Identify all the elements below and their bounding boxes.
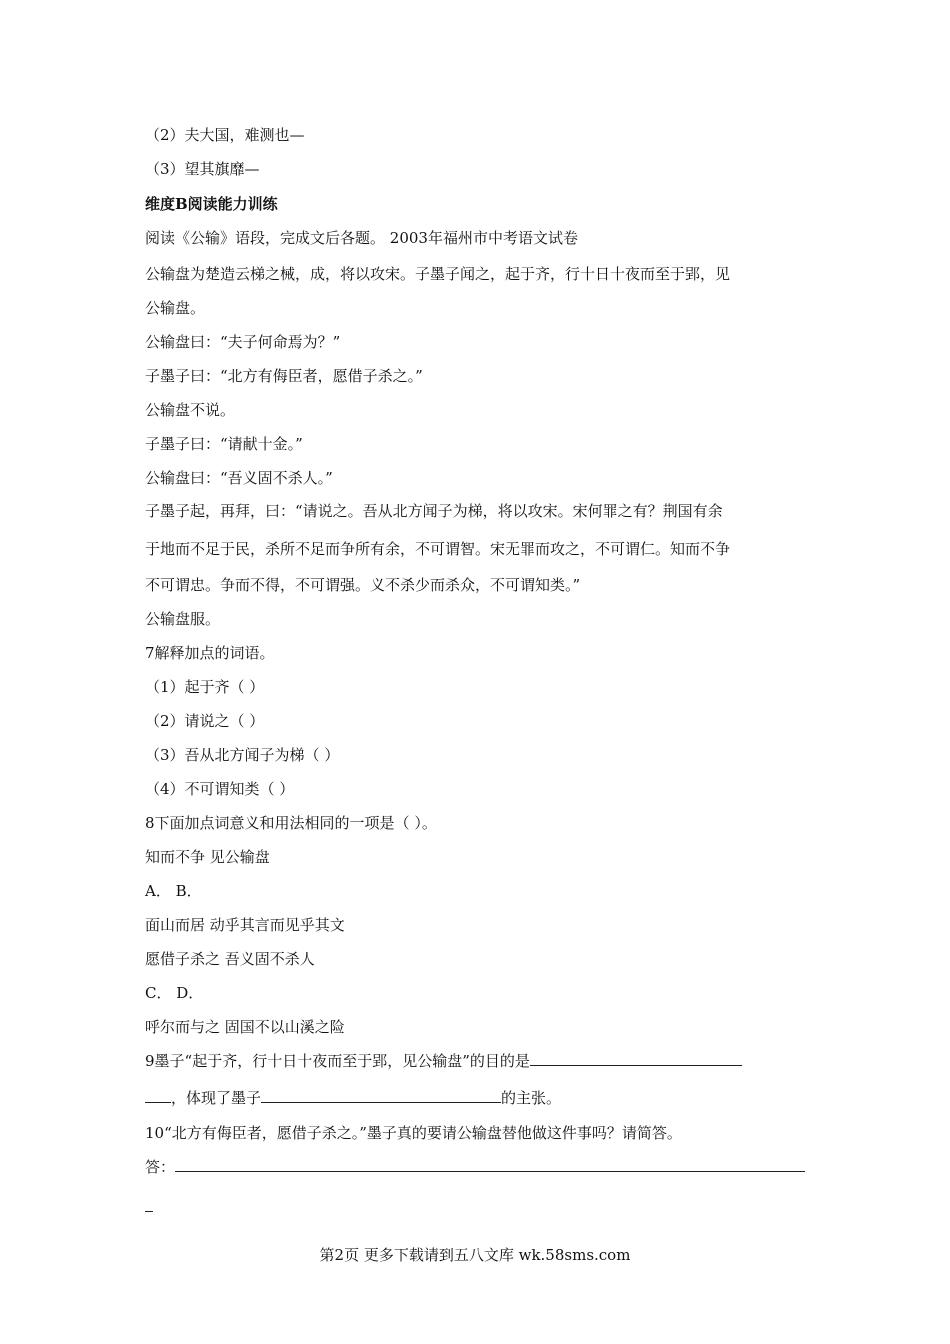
passage-paragraph-2-line-1: 子墨子起，再拜，曰：“请说之。吾从北方闻子为梯，将以攻宋。宋何罪之有？荆国有余 [145,502,723,520]
question-7-item-3: （3）吾从北方闻子为梯（ ） [145,746,340,764]
page-footer: 第2页 更多下载请到五八文库 wk.58sms.com [319,1246,631,1264]
answer-blank-9c[interactable] [261,1087,501,1103]
answer-blank-9a[interactable] [530,1050,742,1066]
passage-paragraph-1-line-1: 公输盘为楚造云梯之械，成，将以攻宋。子墨子闻之，起于齐，行十日十夜而至于郢，见 [145,265,731,283]
question-9-line-1 [145,1050,742,1072]
answer-blank-10-tail[interactable] [145,1196,153,1212]
passage-paragraph-2-line-2: 于地而不足于民，杀所不足而争所有余，不可谓智。宋无罪而攻之，不可谓仁。知而不争 [145,540,731,558]
question-10: 10“北方有侮臣者，愿借子杀之。”墨子真的要请公输盘替他做这件事吗？请简答。 [145,1124,682,1142]
section-heading: 维度B阅读能力训练 [145,195,278,213]
question-7: 7解释加点的词语。 [145,644,275,662]
question-8: 8下面加点词意义和用法相同的一项是（ ）。 [145,814,437,832]
answer-label: 答： [145,1158,176,1176]
dialogue-line-5: 公输盘曰：“吾义固不杀人。” [145,469,333,487]
answer-blank-10-overflow [145,1196,153,1218]
dialogue-line-1: 公输盘曰：“夫子何命焉为？” [145,333,341,351]
question-7-item-4: （4）不可谓知类（ ） [145,780,295,798]
question-8-row-4: 呼尔而与之 固国不以山溪之险 [145,1018,345,1036]
question-7-item-1: （1）起于齐（ ） [145,678,265,696]
passage-paragraph-1-line-2: 公输盘。 [145,299,206,317]
question-7-item-2: （2）请说之（ ） [145,712,265,730]
vocab-item-3: （3）望其旗靡— [145,160,260,178]
question-8-row-1: 知而不争 见公输盘 [145,848,270,866]
question-10-answer-line [145,1156,805,1178]
dialogue-line-6: 公输盘服。 [145,610,221,628]
vocab-item-2: （2）夫大国，难测也— [145,126,305,144]
dialogue-line-4: 子墨子曰：“请献十金。” [145,435,303,453]
dialogue-line-3: 公输盘不说。 [145,401,236,419]
question-8-row-3: 愿借子杀之 吾义固不杀人 [145,950,315,968]
passage-paragraph-2-line-3: 不可谓忠。争而不得，不可谓强。义不杀少而杀众，不可谓知类。” [145,576,581,594]
question-9-end-text: 的主张。 [501,1089,562,1107]
question-9-line-2 [145,1087,561,1109]
answer-blank-10[interactable] [175,1156,805,1172]
question-8-row-2: 面山而居 动乎其言而见乎其文 [145,916,345,934]
question-9-prompt: 9墨子“起于齐，行十日十夜而至于郢，见公输盘”的目的是 [145,1052,530,1070]
question-8-options-ab: A． B． [145,882,202,900]
reading-intro: 阅读《公输》语段，完成文后各题。 2003年福州市中考语文试卷 [145,229,578,247]
dialogue-line-2: 子墨子曰：“北方有侮臣者，愿借子杀之。” [145,367,423,385]
question-8-options-cd: C． D． [145,984,204,1002]
question-9-mid-text: ，体现了墨子 [171,1089,262,1107]
answer-blank-9b[interactable] [145,1087,171,1103]
